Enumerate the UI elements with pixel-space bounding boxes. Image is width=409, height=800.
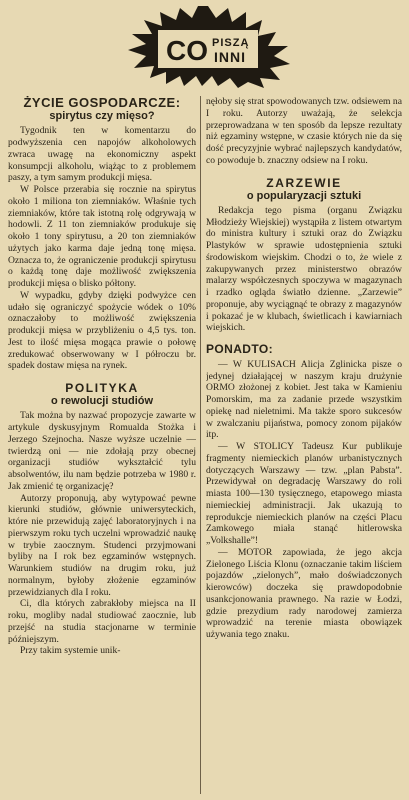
article2-continuation: nęłoby się strat spowodowanych tzw. odsiewem na I roku. Autorzy uważają, że selekcja przeprowadzana w ten sposób da lepsze rezultaty niż egzaminy wstępne, w czasie których nie da się dość precyzyjnie wybrać najlepszych kandydatów, co powoduje b. znaczny odsiew na I roku. [206,96,402,166]
article1-subtitle: spirytus czy mięso? [49,110,155,123]
article1-paragraph: Tygodnik ten w komentarzu do podwyższenia cen napojów alkoholowych zwraca uwagę na ekonomiczny aspekt konsumpcji alkoholu, wiążąc to z problemem paszy, a tym samym produkcji mięsa. [8,125,196,184]
ponadto-paragraph: — W KULISACH Alicja Zglinicka pisze o jedynej działającej w naszym kraju drużynie ORMO złożonej z kobiet. Jest taka w Kamieniu Pomorskim, ma za zadanie przede wszystkim opiekę nad nieletnimi. Ma także sporo sukcesów w zwalczaniu pijaństwa, pomocy zonom pijaków itp. [206,358,402,441]
ponadto-paragraph: — MOTOR zapowiada, że jego akcja Zielonego Liścia Klonu (oznaczanie takim liściem pojazdów „zielonych”, mało doświadczonych kierowców) doczeka się prawdopodobnie usankcjonowania prawnego. Na razie w Łodzi, gdzie prezydium rady narodowej zamierza wprowadzić na terenie miasta obowiązek używania tego znaku. [206,546,402,641]
article1-paragraph: W Polsce przerabia się rocznie na spirytus około 1 miliona ton ziemniaków. Właśnie tych ziemniaków, które tak istotną rolę odgrywają w hodowli. Z 11 ton ziemniaków produkuje się około 1 tony spirytusu, a 20 ton ziemniaków użytych jako karma daje jedną tonę mięsa. Oznacza to, że ograniczenie produkcji spirytusu o każdą tonę daje możliwość zwiększenia produkcji mięsa o blisko półtony. [8,184,196,290]
article2-paragraph: Tak można by nazwać propozycje zawarte w artykule dyskusyjnym Romualda Stożka i Jerzego Szejnocha. Nasze wyższe uczelnie — twierdzą oni — nie zdołają przy obecnej organizacji studiów wykształcić tylu absolwentów, ilu nam będzie potrzeba w 1980 r. Jak zmienić tę organizację? [8,410,196,492]
masthead-starburst [128,6,290,88]
masthead-title-top: PISZĄ [212,37,250,49]
masthead-title-big: CO [166,35,208,66]
article2-paragraph: Przy takim systemie unik- [20,645,121,657]
article1-title: ŻYCIE GOSPODARCZE: [23,96,181,110]
article3-title: ZARZEWIE [266,175,342,190]
masthead-title-bottom: INNI [214,49,246,65]
article2-title: POLITYKA [65,381,139,396]
ponadto-paragraph: — W STOLICY Tadeusz Kur publikuje fragmenty niemieckich planów urbanistycznych dotyczących Warszawy — tzw. „plan Pabsta”. Przewidywał on degradację Warszawy do roli miasta 100—130 tysięcznego, etapowego miasta niemieckiej administracji. Jak ukazują to reprodukcje niemieckich planów na części Placu Zamkowego miała stanąć hitlerowska „Volkshalle”! [206,441,402,547]
column-left [8,96,196,796]
article1-paragraph: W wypadku, gdyby dzięki podwyżce cen udało się ograniczyć spożycie wódek o 10% oznaczałoby to możliwość zwiększenia produkcji mięsa w przybliżeniu o 4,5 tys. ton. Jest to ilość mięsa mogąca prawie o połowę zredukować obserwowany w I półroczu br. spadek dostaw mięsa na rynek. [8,289,196,372]
column-right [206,96,402,796]
masthead-logo [118,4,298,88]
article3-paragraph: Redakcja tego pisma (organu Związku Młodzieży Wiejskiej) wystąpiła z listem otwartym do ministra kultury i sztuki oraz do Związku Plastyków w sprawie udostępnienia sztuki środowiskom wiejskim. Chodzi o to, że wiele z zakupywanych przez ministerstwo obrazów malarzy współczesnych spoczywa w magazynach i rzadko ogląda światło dzienne. „Zarzewie” proponuje, aby wyciągnąć te obrazy z magazynów i pokazać je w klubach, świetlicach i kawiarniach wiejskich. [206,204,402,334]
article2-paragraph: Ci, dla których zabrakłoby miejsca na II roku, mogliby nadal studiować zaocznie, lub przejść na studia stacjonarne w terminie późniejszym. [8,598,196,645]
article2-subtitle: o rewolucji studiów [50,395,154,408]
column-divider [200,96,201,794]
article2-paragraph: Autorzy proponują, aby wytypować pewne kierunki studiów, głównie uniwersyteckich, które nie przewidują zajęć laboratoryjnych i na pierwszym roku tych uczelni wprowadzić naukę w trybie zaocznym. Studenci przyjmowani byliby na I rok bez egzaminów wstępnych. Warunkiem studiów na drugim roku, już normalnym, byłoby złożenie egzaminów przewidzianych dla I roku. [8,492,196,598]
ponadto-title: PONADTO: [206,342,273,357]
article3-subtitle: o popularyzacji sztuki [246,189,362,202]
